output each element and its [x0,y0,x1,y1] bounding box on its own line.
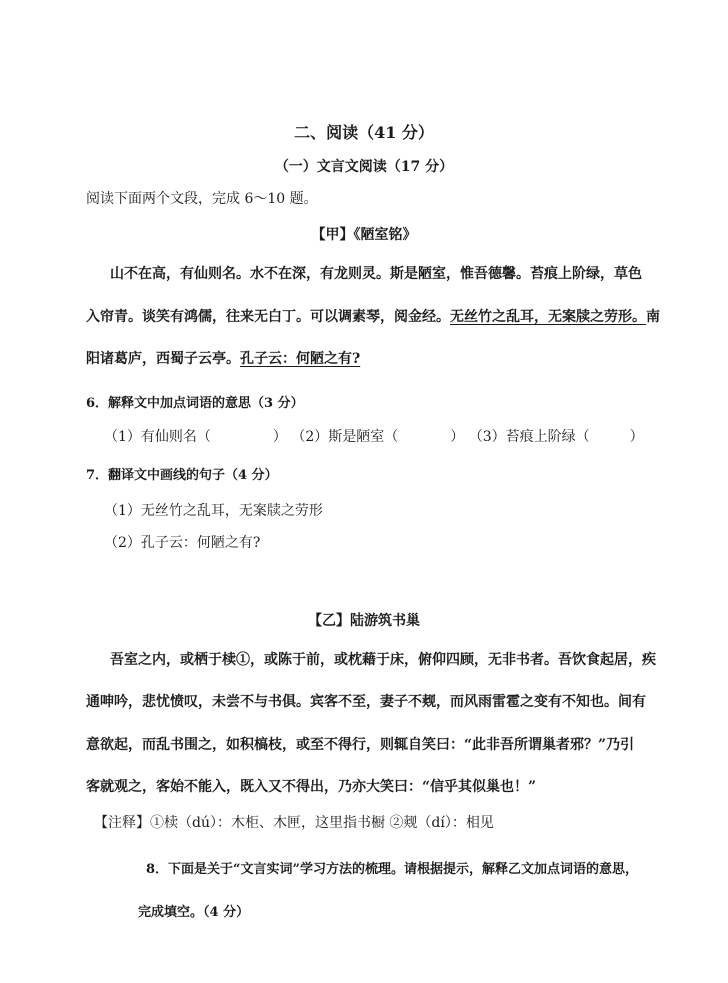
question-8-line-1: 8．下面是关于“文言实词”学习方法的梳理。请根据提示，解释乙文加点词语的意思， [146,862,639,877]
question-7-item-1: （1）无丝竹之乱耳，无案牍之劳形 [104,503,323,519]
passage-a-title: 【甲】《陋室铭》 [311,227,417,243]
q6-close: ） [629,429,644,445]
passage-b-line-3: 意欲起，而乱书围之，如积槁枝，或至不得行，则辄自笑曰：“此非吾所谓巢者邪？”乃引 [86,737,635,753]
underlined-sentence-2: 孔子云：何陋之有? [240,351,361,367]
question-6-items [104,426,644,446]
section-title: 二、阅读（41 分） [294,123,434,142]
passage-a-line-2-tail: 南 [646,309,660,325]
passage-b-title: 【乙】陆游筑书巢 [308,613,420,629]
annotation-note: 【注释】①椟（dú）：木柜、木匣，这里指书橱 ②觌（dí）：相见 [94,815,494,831]
passage-a-line-1: 山不在高，有仙则名。水不在深，有龙则灵。斯是陋室，惟吾德馨。苔痕上阶绿，草色 [110,266,642,282]
q6-item-3: ） （3）苔痕上阶绿（ [450,429,590,445]
passage-a-line-2 [86,307,660,327]
passage-a-line-3 [86,349,360,369]
question-7-item-2: （2）孔子云：何陋之有? [104,535,261,551]
passage-a-line-3-text: 阳诸葛庐，西蜀子云亭。 [86,351,240,367]
passage-b-line-1: 吾室之内，或栖于椟①，或陈于前，或枕藉于床，俯仰四顾，无非书者。吾饮食起居，疾 [110,652,656,668]
subsection-title: （一）文言文阅读（17 分） [274,159,454,175]
question-6-stem: 6．解释文中加点词语的意思（3 分） [86,396,304,411]
reading-instructions: 阅读下面两个文段，完成 6～10 题。 [86,191,318,207]
question-8-line-2: 完成填空。（4 分） [138,905,250,920]
passage-b-line-4: 客就观之，客始不能入，既入又不得出，乃亦大笑曰：“信乎其似巢也！” [86,779,537,795]
q6-item-2: ） （2）斯是陋室（ [272,429,399,445]
passage-a-line-2-text: 入帘青。谈笑有鸿儒，往来无白丁。可以调素琴，阅金经。 [86,309,450,325]
q6-item-1: （1）有仙则名（ [104,429,211,445]
underlined-sentence-1: 无丝竹之乱耳，无案牍之劳形。 [450,309,646,325]
question-7-stem: 7．翻译文中画线的句子（4 分） [86,468,278,483]
passage-b-line-2: 通呻吟，悲忧愤叹，未尝不与书俱。宾客不至，妻子不觌，而风雨雷雹之变有不知也。间有 [86,694,646,710]
